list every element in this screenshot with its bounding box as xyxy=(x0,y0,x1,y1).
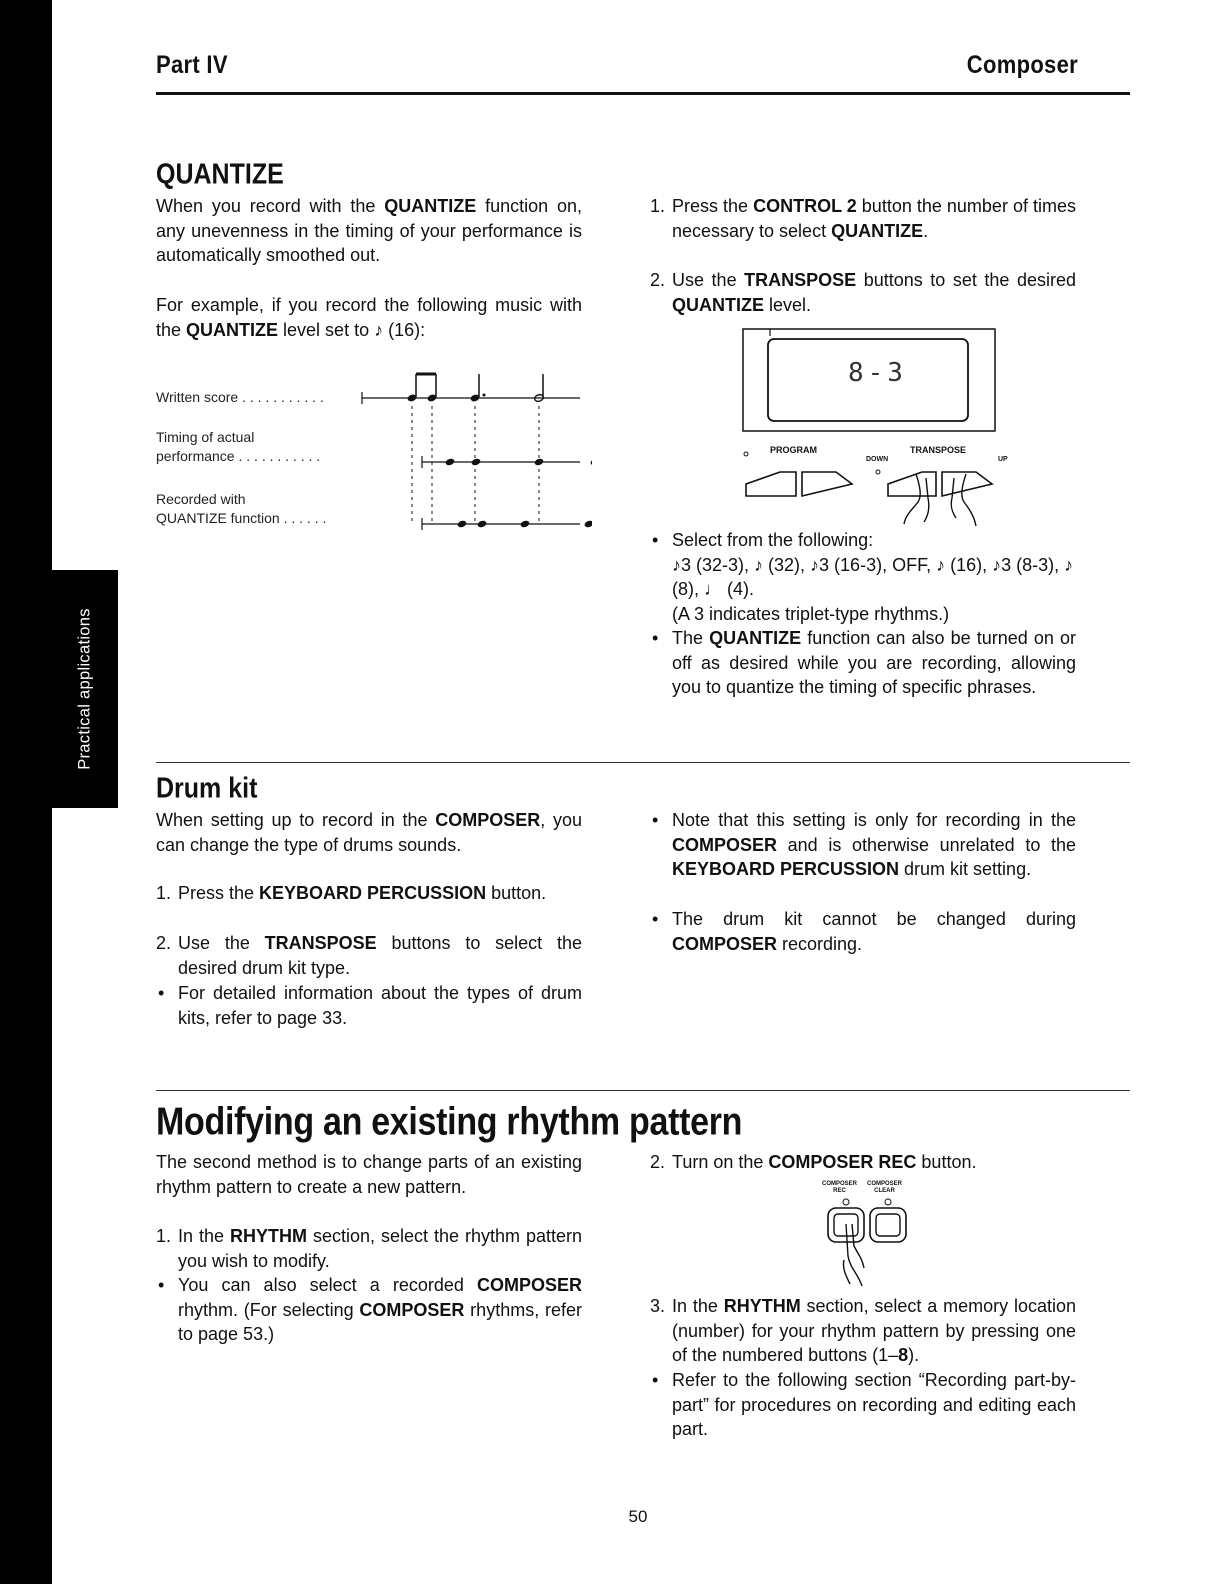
drumkit-bullet-a: • For detailed information about the types of drum kits, refer to page 33. xyxy=(158,983,582,1028)
timing-label-line1: Timing of actual xyxy=(156,429,255,445)
modify-title: Modifying an existing rhythm pattern xyxy=(156,1100,743,1144)
recorded-label-line1: Recorded with xyxy=(156,491,246,507)
modify-bullet-a: • You can also select a recorded COMPOSER rhythm. (For selecting COMPOSER rhythms, refer to page 53.) xyxy=(158,1275,582,1345)
quantize-example: For example, if you record the following music with the QUANTIZE level set to ♪ (16): xyxy=(156,295,582,340)
quantize-title: QUANTIZE xyxy=(156,158,284,191)
quantize-intro: When you record with the QUANTIZE function on, any unevenness in the timing of your performance is automatically smoothed out. xyxy=(156,196,582,266)
side-tab-label: Practical applications xyxy=(75,608,94,770)
quantize-bullet-1: • Select from the following: ♪3 (32-3), ♪ (32), ♪3 (16-3), OFF, ♪ (16), ♪3 (8-3), ♪ (8), ♩ (4). (A 3 indicates triplet-type rhythms.) xyxy=(652,530,1074,624)
drumkit-intro: When setting up to record in the COMPOSER, you can change the type of drums sounds. xyxy=(156,810,582,855)
timing-label-line2: performance . . . . . . . . . . . xyxy=(156,448,321,464)
modify-step-2: 2. Turn on the COMPOSER REC button. xyxy=(650,1152,977,1172)
quantize-step-1: 1. Press the CONTROL 2 button the number of times necessary to select QUANTIZE. xyxy=(650,196,1076,241)
quantize-step-2: 2. Use the TRANSPOSE buttons to set the desired QUANTIZE level. xyxy=(650,270,1076,315)
modify-bullet-b: • Refer to the following section “Recording part-by-part” for procedures on recording and editing each part. xyxy=(652,1370,1076,1440)
manual-page xyxy=(52,0,1224,1584)
modify-step-3: 3. In the RHYTHM section, select a memory location (number) for your rhythm pattern by pressing one of the numbered buttons (1–8). xyxy=(650,1296,1076,1366)
page-number: 50 xyxy=(628,1507,648,1526)
modify-step-1: 1. In the RHYTHM section, select the rhythm pattern you wish to modify. xyxy=(156,1226,582,1271)
drumkit-bullet-b: • Note that this setting is only for recording in the COMPOSER and is otherwise unrelated to the KEYBOARD PERCUSSION drum kit setting. xyxy=(652,810,1076,880)
quantize-bullet-2: • The QUANTIZE function can also be turned on or off as desired while you are recording, allowing you to quantize the timing of specific phrases. xyxy=(652,628,1076,698)
drumkit-step-1: 1. Press the KEYBOARD PERCUSSION button. xyxy=(156,883,547,903)
header-part: Part IV xyxy=(156,50,228,79)
down-label: DOWN xyxy=(866,456,889,463)
side-tab xyxy=(52,570,118,808)
header-rule xyxy=(156,92,1130,95)
drumkit-bullet-c: • The drum kit cannot be changed during COMPOSER recording. xyxy=(652,909,1076,954)
section-rule-1 xyxy=(156,762,1130,763)
display-readout: 8-3 xyxy=(848,358,907,388)
composer-buttons-graphic xyxy=(822,1196,922,1290)
recorded-label-line2: QUANTIZE function . . . . . . xyxy=(156,510,327,526)
header-section: Composer xyxy=(966,50,1078,79)
up-label: UP xyxy=(998,456,1008,463)
program-label: PROGRAM xyxy=(770,445,817,455)
modify-intro: The second method is to change parts of an existing rhythm pattern to create a new pattern. xyxy=(156,1152,582,1197)
drumkit-title: Drum kit xyxy=(156,772,258,805)
clear-label: COMPOSER CLEAR xyxy=(867,1181,903,1194)
drumkit-step-2: 2. Use the TRANSPOSE buttons to select the desired drum kit type. xyxy=(156,933,582,978)
written-score-label: Written score . . . . . . . . . . . xyxy=(156,389,324,405)
rec-label: COMPOSER REC xyxy=(822,1181,858,1194)
transpose-label: TRANSPOSE xyxy=(910,445,967,455)
timing-diagram-graphic xyxy=(352,362,592,537)
section-rule-2 xyxy=(156,1090,1130,1091)
